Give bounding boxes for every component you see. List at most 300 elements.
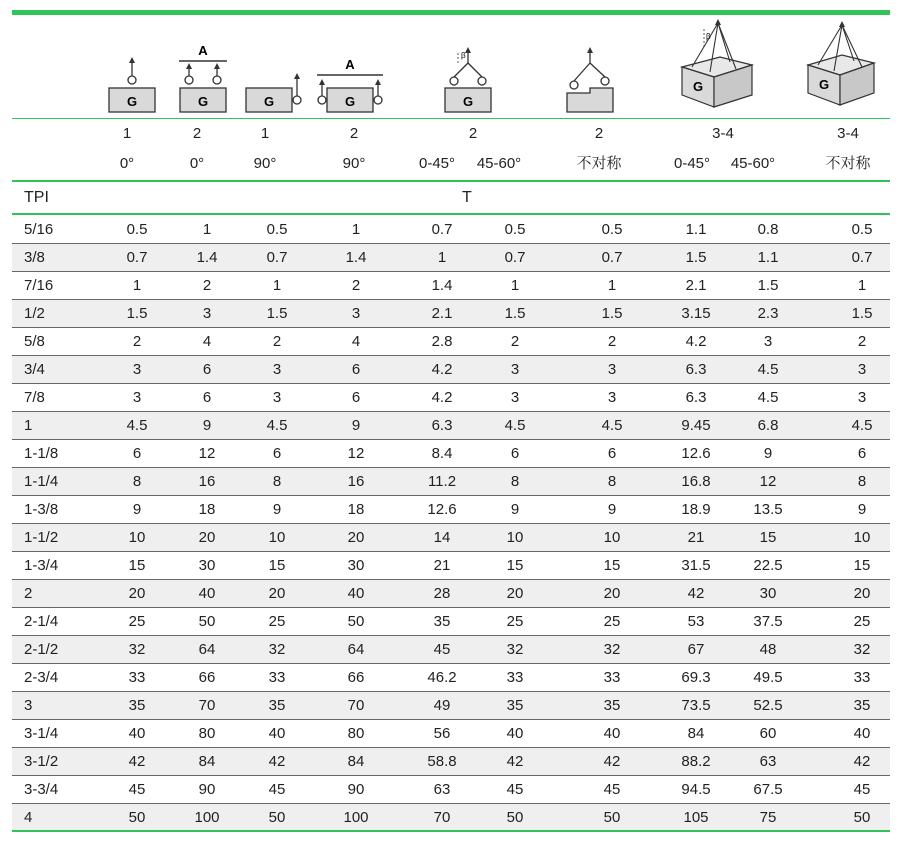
diagram-two-leg-angle bbox=[440, 15, 500, 118]
load-cell: 40 bbox=[198, 585, 216, 602]
load-cell: 45 bbox=[506, 781, 524, 798]
load-cell: 56 bbox=[433, 725, 451, 742]
load-cell: 48 bbox=[759, 641, 777, 658]
tpi-cell: 7/8 bbox=[24, 389, 45, 406]
load-cell: 32 bbox=[603, 641, 621, 658]
load-cell: 30 bbox=[759, 585, 777, 602]
load-cell: 11.2 bbox=[427, 473, 457, 490]
load-cell: 45 bbox=[853, 781, 871, 798]
table-row bbox=[12, 664, 890, 692]
load-cell: 58.8 bbox=[427, 753, 457, 770]
load-cell: 49 bbox=[433, 697, 451, 714]
load-diagram-row bbox=[12, 15, 890, 118]
tpi-cell: 3-1/4 bbox=[24, 725, 59, 742]
load-cell: 33 bbox=[128, 669, 146, 686]
leg-count: 2 bbox=[192, 125, 202, 142]
tpi-cell: 3/8 bbox=[24, 249, 45, 266]
angle-row-divider bbox=[12, 180, 890, 182]
load-cell: 105 bbox=[683, 809, 709, 826]
load-cell: 50 bbox=[268, 809, 286, 826]
tpi-cell: 5/16 bbox=[24, 221, 54, 238]
load-cell: 0.5 bbox=[601, 221, 623, 238]
load-cell: 40 bbox=[268, 725, 286, 742]
load-cell: 4.5 bbox=[126, 417, 148, 434]
load-cell: 80 bbox=[198, 725, 216, 742]
sling-angle: 0-45° bbox=[418, 155, 456, 172]
diagram-two-leg-asymmetric bbox=[562, 15, 622, 118]
tpi-cell: 1-1/2 bbox=[24, 529, 59, 546]
load-cell: 10 bbox=[853, 529, 871, 546]
diagram-double-vertical bbox=[175, 15, 235, 118]
load-cell: 12.6 bbox=[427, 501, 457, 518]
load-cell: 0.7 bbox=[851, 249, 873, 266]
load-cell: 67.5 bbox=[753, 781, 783, 798]
load-cell: 3 bbox=[132, 361, 142, 378]
load-cell: 4 bbox=[351, 333, 361, 350]
load-cell: 6 bbox=[202, 361, 212, 378]
load-cell: 1 bbox=[272, 277, 282, 294]
load-cell: 2 bbox=[202, 277, 212, 294]
load-cell: 9 bbox=[510, 501, 520, 518]
table-row bbox=[12, 272, 890, 300]
load-cell: 40 bbox=[128, 725, 146, 742]
table-row bbox=[12, 412, 890, 440]
load-cell: 12 bbox=[198, 445, 216, 462]
load-cell: 18 bbox=[347, 501, 365, 518]
load-cell: 4.2 bbox=[685, 333, 707, 350]
load-cell: 50 bbox=[128, 809, 146, 826]
load-cell: 35 bbox=[128, 697, 146, 714]
tpi-cell: 1-1/4 bbox=[24, 473, 59, 490]
load-cell: 64 bbox=[347, 641, 365, 658]
load-cell: 15 bbox=[759, 529, 777, 546]
leg-count: 2 bbox=[468, 125, 478, 142]
diagram-single-vertical bbox=[104, 15, 164, 118]
table-row bbox=[12, 496, 890, 524]
load-cell: 1.5 bbox=[126, 305, 148, 322]
load-cell: 69.3 bbox=[681, 669, 711, 686]
tpi-cell: 3/4 bbox=[24, 361, 45, 378]
tpi-cell: 2-3/4 bbox=[24, 669, 59, 686]
svg-text:A: A bbox=[198, 43, 208, 58]
load-cell: 33 bbox=[506, 669, 524, 686]
load-cell: 2 bbox=[351, 277, 361, 294]
tpi-cell: 3-1/2 bbox=[24, 753, 59, 770]
load-cell: 33 bbox=[603, 669, 621, 686]
load-cell: 33 bbox=[268, 669, 286, 686]
load-cell: 15 bbox=[506, 557, 524, 574]
sling-angle: 90° bbox=[253, 155, 277, 172]
load-cell: 1 bbox=[607, 277, 617, 294]
load-cell: 42 bbox=[853, 753, 871, 770]
load-cell: 6.8 bbox=[757, 417, 779, 434]
load-cell: 3 bbox=[510, 361, 520, 378]
load-cell: 9 bbox=[763, 445, 773, 462]
load-cell: 50 bbox=[198, 613, 216, 630]
load-cell: 3 bbox=[132, 389, 142, 406]
load-cell: 2 bbox=[132, 333, 142, 350]
load-cell: 3 bbox=[607, 389, 617, 406]
load-cell: 50 bbox=[506, 809, 524, 826]
load-cell: 2.1 bbox=[685, 277, 707, 294]
unit-label: T bbox=[462, 189, 472, 206]
load-cell: 9 bbox=[272, 501, 282, 518]
load-cell: 1.5 bbox=[601, 305, 623, 322]
load-cell: 84 bbox=[347, 753, 365, 770]
load-cell: 66 bbox=[198, 669, 216, 686]
tpi-label: TPI bbox=[24, 189, 49, 206]
load-cell: 6 bbox=[607, 445, 617, 462]
load-cell: 18.9 bbox=[681, 501, 711, 518]
load-cell: 63 bbox=[759, 753, 777, 770]
load-cell: 3 bbox=[510, 389, 520, 406]
tpi-cell: 2 bbox=[24, 585, 33, 602]
tpi-cell: 2-1/2 bbox=[24, 641, 59, 658]
table-row bbox=[12, 468, 890, 496]
load-cell: 9 bbox=[857, 501, 867, 518]
load-cell: 2.8 bbox=[431, 333, 453, 350]
load-cell: 32 bbox=[506, 641, 524, 658]
load-cell: 6 bbox=[202, 389, 212, 406]
tpi-cell: 1-3/8 bbox=[24, 501, 59, 518]
load-cell: 25 bbox=[128, 613, 146, 630]
load-cell: 20 bbox=[506, 585, 524, 602]
load-cell: 2.1 bbox=[431, 305, 453, 322]
load-cell: 4.5 bbox=[266, 417, 288, 434]
load-cell: 63 bbox=[433, 781, 451, 798]
load-cell: 6 bbox=[272, 445, 282, 462]
load-cell: 32 bbox=[853, 641, 871, 658]
tpi-cell: 2-1/4 bbox=[24, 613, 59, 630]
load-cell: 21 bbox=[433, 557, 451, 574]
load-cell: 3.15 bbox=[681, 305, 711, 322]
svg-text:G: G bbox=[197, 94, 209, 109]
load-cell: 100 bbox=[343, 809, 369, 826]
load-cell: 8 bbox=[857, 473, 867, 490]
leg-count: 2 bbox=[594, 125, 604, 142]
leg-count: 3-4 bbox=[837, 125, 859, 142]
load-cell: 0.8 bbox=[757, 221, 779, 238]
load-cell: 45 bbox=[603, 781, 621, 798]
svg-text:G: G bbox=[462, 94, 474, 109]
sling-angle: 0° bbox=[189, 155, 205, 172]
load-cell: 42 bbox=[506, 753, 524, 770]
load-cell: 2 bbox=[607, 333, 617, 350]
load-cell: 3 bbox=[351, 305, 361, 322]
load-cell: 1 bbox=[857, 277, 867, 294]
table-row bbox=[12, 692, 890, 720]
load-cell: 10 bbox=[603, 529, 621, 546]
load-cell: 1 bbox=[132, 277, 142, 294]
load-cell: 35 bbox=[433, 613, 451, 630]
load-cell: 31.5 bbox=[681, 557, 711, 574]
table-row bbox=[12, 328, 890, 356]
tpi-cell: 1 bbox=[24, 417, 33, 434]
svg-text:G: G bbox=[263, 94, 275, 109]
load-cell: 3 bbox=[272, 389, 282, 406]
load-cell: 6.3 bbox=[685, 361, 707, 378]
load-cell: 1 bbox=[351, 221, 361, 238]
svg-text:G: G bbox=[818, 77, 830, 92]
load-cell: 35 bbox=[603, 697, 621, 714]
load-cell: 22.5 bbox=[753, 557, 783, 574]
sling-angle: 45-60° bbox=[730, 155, 776, 172]
table-row bbox=[12, 356, 890, 384]
load-cell: 20 bbox=[347, 529, 365, 546]
load-cell: 46.2 bbox=[427, 669, 457, 686]
load-cell: 0.7 bbox=[266, 249, 288, 266]
tpi-cell: 7/16 bbox=[24, 277, 54, 294]
table-row bbox=[12, 384, 890, 412]
load-cell: 3 bbox=[202, 305, 212, 322]
load-cell: 16.8 bbox=[681, 473, 711, 490]
load-cell: 64 bbox=[198, 641, 216, 658]
load-cell: 66 bbox=[347, 669, 365, 686]
sling-angle: 90° bbox=[342, 155, 366, 172]
load-cell: 75 bbox=[759, 809, 777, 826]
table-row bbox=[12, 580, 890, 608]
load-cell: 60 bbox=[759, 725, 777, 742]
diagram-double-side bbox=[313, 15, 393, 118]
load-cell: 4 bbox=[202, 333, 212, 350]
load-cell: 4.5 bbox=[601, 417, 623, 434]
load-cell: 0.7 bbox=[601, 249, 623, 266]
load-cell: 90 bbox=[347, 781, 365, 798]
load-cell: 15 bbox=[853, 557, 871, 574]
load-cell: 2 bbox=[857, 333, 867, 350]
load-cell: 70 bbox=[347, 697, 365, 714]
load-cell: 40 bbox=[347, 585, 365, 602]
load-cell: 20 bbox=[128, 585, 146, 602]
load-cell: 4.5 bbox=[851, 417, 873, 434]
load-cell: 84 bbox=[198, 753, 216, 770]
load-cell: 4.5 bbox=[504, 417, 526, 434]
load-cell: 6 bbox=[857, 445, 867, 462]
load-cell: 0.7 bbox=[431, 221, 453, 238]
load-cell: 40 bbox=[506, 725, 524, 742]
load-cell: 40 bbox=[603, 725, 621, 742]
tpi-cell: 5/8 bbox=[24, 333, 45, 350]
table-row bbox=[12, 636, 890, 664]
table-row bbox=[12, 300, 890, 328]
tpi-cell: 3-3/4 bbox=[24, 781, 59, 798]
load-cell: 1.5 bbox=[757, 277, 779, 294]
tpi-cell: 3 bbox=[24, 697, 33, 714]
load-cell: 30 bbox=[347, 557, 365, 574]
load-cell: 15 bbox=[128, 557, 146, 574]
load-cell: 37.5 bbox=[753, 613, 783, 630]
load-cell: 49.5 bbox=[753, 669, 783, 686]
load-cell: 33 bbox=[853, 669, 871, 686]
sling-angle: 不对称 bbox=[825, 155, 871, 172]
load-cell: 10 bbox=[128, 529, 146, 546]
load-cell: 21 bbox=[687, 529, 705, 546]
load-cell: 12 bbox=[759, 473, 777, 490]
load-cell: 70 bbox=[198, 697, 216, 714]
load-cell: 67 bbox=[687, 641, 705, 658]
load-cell: 100 bbox=[194, 809, 220, 826]
load-cell: 94.5 bbox=[681, 781, 711, 798]
load-cell: 9 bbox=[351, 417, 361, 434]
load-cell: 8 bbox=[510, 473, 520, 490]
svg-text:G: G bbox=[692, 79, 704, 94]
load-cell: 73.5 bbox=[681, 697, 711, 714]
diagram-single-side bbox=[244, 15, 308, 118]
load-cell: 88.2 bbox=[681, 753, 711, 770]
load-cell: 8 bbox=[607, 473, 617, 490]
sling-angle: 0° bbox=[119, 155, 135, 172]
load-cell: 42 bbox=[603, 753, 621, 770]
tpi-cell: 1-1/8 bbox=[24, 445, 59, 462]
svg-text:G: G bbox=[344, 94, 356, 109]
load-cell: 1.4 bbox=[196, 249, 218, 266]
table-row bbox=[12, 748, 890, 776]
load-cell: 10 bbox=[506, 529, 524, 546]
load-cell: 16 bbox=[347, 473, 365, 490]
load-cell: 3 bbox=[272, 361, 282, 378]
table-row bbox=[12, 524, 890, 552]
load-cell: 90 bbox=[198, 781, 216, 798]
svg-text:β: β bbox=[706, 32, 711, 41]
load-cell: 2 bbox=[272, 333, 282, 350]
load-cell: 18 bbox=[198, 501, 216, 518]
load-cell: 6.3 bbox=[685, 389, 707, 406]
load-cell: 20 bbox=[853, 585, 871, 602]
table-row bbox=[12, 216, 890, 244]
load-cell: 50 bbox=[347, 613, 365, 630]
table-row bbox=[12, 720, 890, 748]
load-cell: 12.6 bbox=[681, 445, 711, 462]
load-cell: 1.4 bbox=[431, 277, 453, 294]
load-cell: 35 bbox=[268, 697, 286, 714]
header-divider bbox=[12, 118, 890, 119]
table-row bbox=[12, 552, 890, 580]
load-cell: 9 bbox=[202, 417, 212, 434]
load-cell: 52.5 bbox=[753, 697, 783, 714]
load-cell: 1.1 bbox=[757, 249, 779, 266]
load-cell: 84 bbox=[687, 725, 705, 742]
load-cell: 30 bbox=[198, 557, 216, 574]
load-cell: 25 bbox=[506, 613, 524, 630]
load-cell: 10 bbox=[268, 529, 286, 546]
sling-angle: 0-45° bbox=[673, 155, 711, 172]
leg-count: 2 bbox=[349, 125, 359, 142]
load-cell: 25 bbox=[853, 613, 871, 630]
load-cell: 0.7 bbox=[504, 249, 526, 266]
load-cell: 32 bbox=[128, 641, 146, 658]
bottom-green-rule bbox=[12, 830, 890, 832]
load-cell: 3 bbox=[857, 361, 867, 378]
table-row bbox=[12, 608, 890, 636]
load-cell: 3 bbox=[607, 361, 617, 378]
load-cell: 8 bbox=[132, 473, 142, 490]
load-cell: 9 bbox=[132, 501, 142, 518]
load-cell: 50 bbox=[853, 809, 871, 826]
load-cell: 53 bbox=[687, 613, 705, 630]
load-cell: 20 bbox=[268, 585, 286, 602]
load-cell: 14 bbox=[433, 529, 451, 546]
table-row bbox=[12, 804, 890, 832]
load-cell: 6 bbox=[351, 361, 361, 378]
load-cell: 45 bbox=[433, 641, 451, 658]
table-header-divider bbox=[12, 213, 890, 215]
load-cell: 6 bbox=[510, 445, 520, 462]
load-cell: 9 bbox=[607, 501, 617, 518]
load-cell: 42 bbox=[128, 753, 146, 770]
load-cell: 28 bbox=[433, 585, 451, 602]
load-cell: 13.5 bbox=[753, 501, 783, 518]
load-cell: 45 bbox=[268, 781, 286, 798]
load-cell: 35 bbox=[853, 697, 871, 714]
load-cell: 8 bbox=[272, 473, 282, 490]
load-cell: 3 bbox=[857, 389, 867, 406]
table-row bbox=[12, 440, 890, 468]
load-cell: 8.4 bbox=[431, 445, 453, 462]
load-cell: 2 bbox=[510, 333, 520, 350]
load-cell: 4.5 bbox=[757, 361, 779, 378]
table-row bbox=[12, 244, 890, 272]
svg-text:β: β bbox=[461, 51, 466, 60]
load-cell: 1 bbox=[202, 221, 212, 238]
sling-angle: 不对称 bbox=[576, 155, 622, 172]
load-cell: 1.5 bbox=[266, 305, 288, 322]
load-cell: 0.5 bbox=[504, 221, 526, 238]
sling-angle: 45-60° bbox=[476, 155, 522, 172]
load-cell: 0.7 bbox=[126, 249, 148, 266]
load-cell: 1 bbox=[510, 277, 520, 294]
load-cell: 0.5 bbox=[126, 221, 148, 238]
table-row bbox=[12, 776, 890, 804]
load-cell: 6 bbox=[351, 389, 361, 406]
load-cell: 42 bbox=[687, 585, 705, 602]
load-cell: 80 bbox=[347, 725, 365, 742]
load-cell: 0.5 bbox=[851, 221, 873, 238]
load-cell: 70 bbox=[433, 809, 451, 826]
load-cell: 42 bbox=[268, 753, 286, 770]
load-cell: 12 bbox=[347, 445, 365, 462]
diagram-four-leg-asymmetric bbox=[802, 15, 882, 118]
load-cell: 4.2 bbox=[431, 389, 453, 406]
leg-count: 1 bbox=[260, 125, 270, 142]
load-cell: 1.5 bbox=[504, 305, 526, 322]
load-cell: 6.3 bbox=[431, 417, 453, 434]
load-cell: 20 bbox=[603, 585, 621, 602]
tpi-cell: 1/2 bbox=[24, 305, 45, 322]
load-cell: 6 bbox=[132, 445, 142, 462]
load-cell: 25 bbox=[268, 613, 286, 630]
diagram-four-leg-angle bbox=[674, 15, 760, 118]
load-cell: 50 bbox=[603, 809, 621, 826]
svg-text:G: G bbox=[126, 94, 138, 109]
svg-text:A: A bbox=[345, 57, 355, 72]
load-cell: 4.2 bbox=[431, 361, 453, 378]
leg-count: 3-4 bbox=[712, 125, 734, 142]
load-cell: 40 bbox=[853, 725, 871, 742]
load-cell: 20 bbox=[198, 529, 216, 546]
load-cell: 35 bbox=[506, 697, 524, 714]
leg-count: 1 bbox=[122, 125, 132, 142]
load-cell: 1 bbox=[437, 249, 447, 266]
tpi-cell: 4 bbox=[24, 809, 33, 826]
load-cell: 1.5 bbox=[851, 305, 873, 322]
load-cell: 3 bbox=[763, 333, 773, 350]
load-cell: 1.1 bbox=[685, 221, 707, 238]
load-cell: 15 bbox=[603, 557, 621, 574]
load-cell: 16 bbox=[198, 473, 216, 490]
load-cell: 4.5 bbox=[757, 389, 779, 406]
load-cell: 0.5 bbox=[266, 221, 288, 238]
load-cell: 1.4 bbox=[345, 249, 367, 266]
